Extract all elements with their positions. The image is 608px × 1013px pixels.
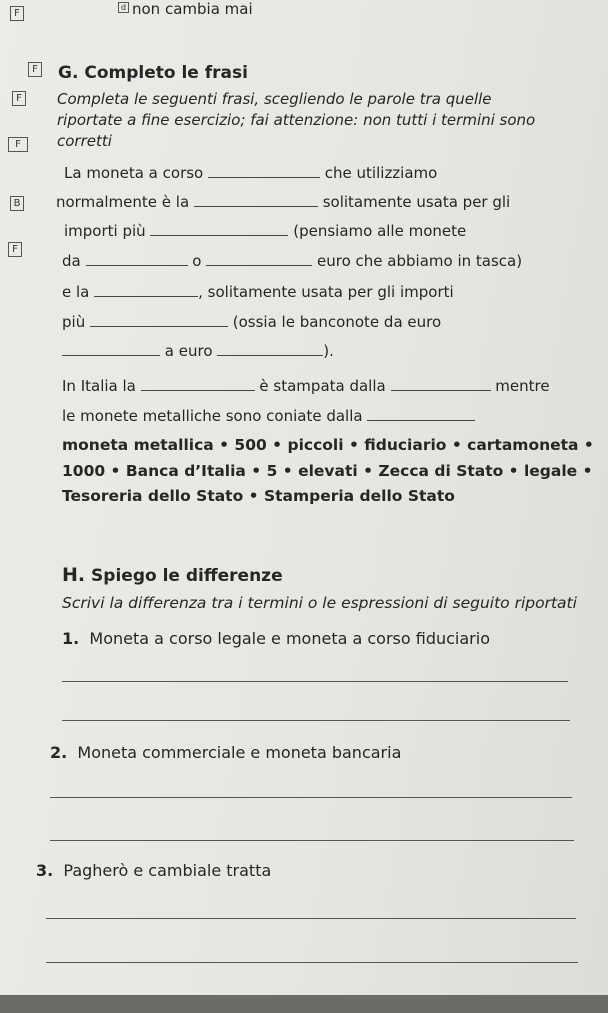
sentence-text: è stampata dalla — [259, 377, 386, 395]
sentence-text: e la — [62, 283, 90, 301]
section-h-heading — [62, 564, 283, 586]
answer-line[interactable] — [46, 962, 578, 963]
sentence-line — [64, 164, 437, 182]
blank-field[interactable] — [208, 165, 320, 178]
blank-field[interactable] — [206, 253, 312, 266]
answer-line[interactable] — [62, 720, 570, 721]
sentence-line — [62, 252, 522, 270]
top-fragment-text: non cambia mai — [132, 0, 253, 18]
sentence-text: o — [192, 252, 202, 270]
question-text: Moneta commerciale e moneta bancaria — [77, 743, 402, 762]
answer-line[interactable] — [50, 840, 574, 841]
section-g-letter: G. — [58, 63, 79, 83]
word-bank-line: 1000 • Banca d’Italia • 5 • elevati • Zecca di Stato • legale • — [62, 462, 593, 480]
margin-mark: B — [10, 196, 24, 211]
sentence-text: le monete metalliche sono coniate dalla — [62, 407, 363, 425]
blank-field[interactable] — [150, 223, 288, 236]
sentence-text: In Italia la — [62, 377, 136, 395]
section-g-title: Completo le frasi — [84, 63, 248, 83]
instruction-line: Completa le seguenti frasi, scegliendo le parole tra quelle — [57, 90, 492, 108]
blank-field[interactable] — [217, 343, 323, 356]
sentence-text: La moneta a corso — [64, 164, 204, 182]
sentence-text: normalmente è la — [56, 193, 190, 211]
sentence-line — [56, 193, 510, 211]
margin-mark: F — [8, 242, 22, 257]
question-item — [36, 861, 271, 880]
answer-line[interactable] — [62, 681, 568, 682]
section-h-instruction: Scrivi la differenza tra i termini o le espressioni di seguito riportati — [62, 594, 577, 612]
section-h-letter: H. — [62, 564, 86, 586]
instruction-line: corretti — [57, 132, 112, 150]
answer-line[interactable] — [46, 918, 576, 919]
margin-mark: F — [10, 6, 24, 21]
blank-field[interactable] — [86, 253, 188, 266]
sentence-text: ). — [323, 342, 334, 360]
sentence-text: , solitamente usata per gli importi — [198, 283, 454, 301]
question-item — [50, 743, 401, 762]
word-bank-line: Tesoreria dello Stato • Stamperia dello Stato — [62, 487, 455, 505]
sentence-line — [64, 222, 466, 240]
question-number: 2. — [50, 743, 68, 762]
sentence-text: da — [62, 252, 81, 270]
section-h-title: Spiego le differenze — [91, 566, 283, 586]
instruction-line: riportate a fine esercizio; fai attenzione: non tutti i termini sono — [57, 111, 536, 129]
sentence-line — [62, 407, 475, 425]
sentence-text: che utilizziamo — [324, 164, 438, 182]
sentence-text: importi più — [64, 222, 146, 240]
word-bank-line: moneta metallica • 500 • piccoli • fiduciario • cartamoneta • — [62, 436, 594, 454]
blank-field[interactable] — [141, 378, 255, 391]
sentence-text: a euro — [164, 342, 213, 360]
sentence-text: (ossia le banconote da euro — [232, 313, 442, 331]
blank-field[interactable] — [367, 408, 475, 421]
question-item — [62, 629, 490, 648]
question-text: Moneta a corso legale e moneta a corso fiduciario — [89, 629, 490, 648]
answer-line[interactable] — [50, 797, 572, 798]
question-number: 3. — [36, 861, 54, 880]
sentence-text: mentre — [495, 377, 550, 395]
checkbox-icon: d — [118, 2, 129, 13]
question-number: 1. — [62, 629, 80, 648]
background-surface — [0, 995, 608, 1013]
sentence-line — [62, 377, 550, 395]
sentence-text: (pensiamo alle monete — [293, 222, 467, 240]
blank-field[interactable] — [62, 343, 160, 356]
margin-mark: F — [12, 91, 26, 106]
blank-field[interactable] — [194, 194, 318, 207]
margin-mark: F — [28, 62, 42, 77]
sentence-line — [62, 283, 454, 301]
sentence-text: più — [62, 313, 86, 331]
sentence-line — [62, 342, 334, 360]
blank-field[interactable] — [90, 314, 228, 327]
sentence-text: solitamente usata per gli — [322, 193, 511, 211]
sentence-text: euro che abbiamo in tasca) — [317, 252, 523, 270]
margin-mark: F — [8, 137, 28, 152]
question-text: Pagherò e cambiale tratta — [63, 861, 272, 880]
sentence-line — [62, 313, 441, 331]
blank-field[interactable] — [94, 284, 198, 297]
section-g-heading — [58, 63, 248, 83]
blank-field[interactable] — [391, 378, 491, 391]
